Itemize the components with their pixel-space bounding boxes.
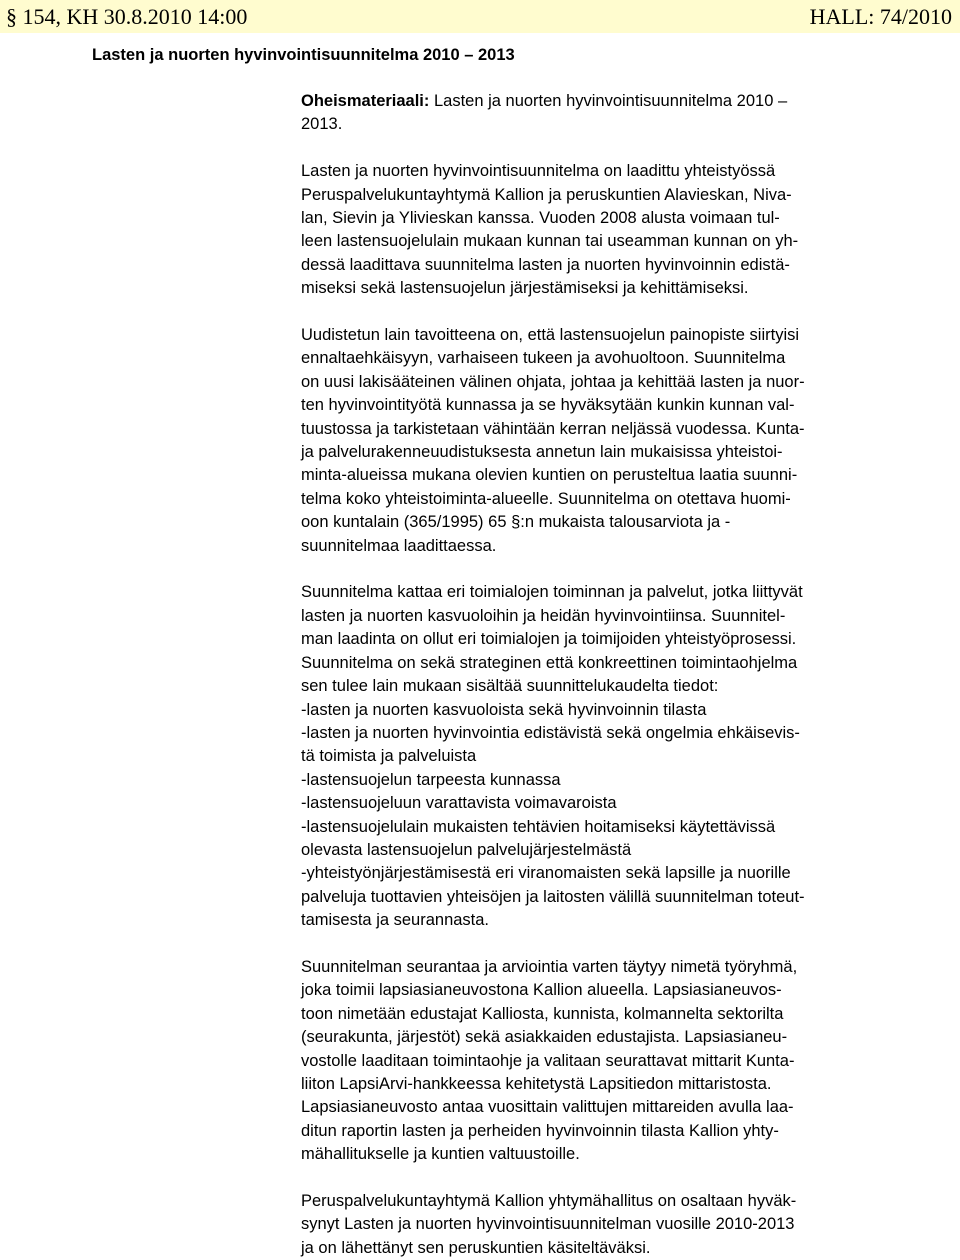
text-line: -yhteistyönjärjestämisestä eri viranomaisten sekä lapsille ja nuorille bbox=[301, 864, 791, 883]
paragraph-1 bbox=[301, 160, 901, 300]
text-line: Suunnitelma on sekä strateginen että konkreettinen toimintaohjelma bbox=[301, 653, 798, 672]
text-line: Suunnitelma kattaa eri toimialojen toiminnan ja palvelut, jotka liittyvät bbox=[301, 583, 803, 602]
paragraph-4 bbox=[301, 956, 901, 1167]
text-line: vostolle laaditaan toimintaohje ja valitaan seurattavat mittarit Kunta- bbox=[301, 1051, 795, 1070]
document-body bbox=[301, 90, 901, 1260]
text-line: ja on lähettänyt sen peruskuntien käsiteltäväksi. bbox=[301, 1238, 651, 1257]
paragraph-3 bbox=[301, 581, 901, 932]
text-line: ten hyvinvointityötä kunnassa ja se hyväksytään kunkin kunnan val- bbox=[301, 396, 795, 415]
text-line: oon kuntalain (365/1995) 65 §:n mukaista talousarviota ja - bbox=[301, 513, 731, 532]
text-line: tä toimista ja palveluista bbox=[301, 747, 477, 766]
text-line: leen lastensuojelulain mukaan kunnan tai useamman kunnan on yh- bbox=[301, 232, 799, 251]
text-line: (seurakunta, järjestöt) sekä asiakkaiden edustajista. Lapsiasianeu- bbox=[301, 1028, 788, 1047]
text-line: miseksi sekä lastensuojelun järjestämiseksi ja kehittämiseksi. bbox=[301, 279, 749, 298]
text-line: man laadinta on ollut eri toimialojen ja toimijoiden yhteistyöprosessi. bbox=[301, 630, 797, 649]
header-bar bbox=[0, 0, 960, 33]
text-line: ennaltaehkäisyyn, varhaiseen tukeen ja avohuoltoon. Suunnitelma bbox=[301, 349, 786, 368]
text-line: -lasten ja nuorten kasvuoloista sekä hyvinvoinnin tilasta bbox=[301, 700, 707, 719]
paragraph-spacer bbox=[301, 1167, 901, 1190]
text-line: suunnitelmaa laadittaessa. bbox=[301, 536, 497, 555]
text-line: lasten ja nuorten kasvuoloihin ja heidän hyvinvointiinsa. Suunnitel- bbox=[301, 606, 786, 625]
paragraph-spacer bbox=[301, 301, 901, 324]
paragraphs bbox=[301, 137, 901, 1260]
attachment-label: Oheismateriaali: bbox=[301, 92, 430, 110]
text-line: toon nimetään edustajat Kalliosta, kunnista, kolmannelta sektorilta bbox=[301, 1004, 784, 1023]
text-line: synyt Lasten ja nuorten hyvinvointisuunnitelman vuosille 2010-2013 bbox=[301, 1215, 795, 1234]
text-line: tamisesta ja seurannasta. bbox=[301, 911, 490, 930]
text-line: Lasten ja nuorten hyvinvointisuunnitelma on laadittu yhteistyössä bbox=[301, 162, 776, 181]
text-line: Lapsiasianeuvosto antaa vuosittain valittujen mittareiden avulla laa- bbox=[301, 1098, 794, 1117]
text-line: Suunnitelman seurantaa ja arviointia varten täytyy nimetä työryhmä, bbox=[301, 957, 798, 976]
text-line: minta-alueissa mukana olevien kuntien on perusteltua laatia suunni- bbox=[301, 466, 798, 485]
text-line: sen tulee lain mukaan sisältää suunnittelukaudelta tiedot: bbox=[301, 677, 719, 696]
text-line: -lastensuojeluun varattavista voimavaroista bbox=[301, 794, 617, 813]
attachment-line-1 bbox=[301, 90, 901, 113]
paragraph-spacer bbox=[301, 558, 901, 581]
text-line: ditun raportin lasten ja perheiden hyvinvoinnin tilasta Kallion yhty- bbox=[301, 1121, 779, 1140]
text-line: -lastensuojelun tarpeesta kunnassa bbox=[301, 770, 561, 789]
attachment-note bbox=[301, 90, 901, 137]
text-line: Uudistetun lain tavoitteena on, että lastensuojelun painopiste siirtyisi bbox=[301, 326, 800, 345]
paragraph-spacer bbox=[301, 933, 901, 956]
text-line: Peruspalvelukuntayhtymä Kallion ja peruskuntien Alavieskan, Niva- bbox=[301, 185, 792, 204]
text-line: tuustossa ja tarkistetaan vähintään kerran neljässä vuodessa. Kunta- bbox=[301, 419, 805, 438]
text-line: liiton LapsiArvi-hankkeessa kehitetystä Lapsitiedon mittaristosta. bbox=[301, 1075, 772, 1093]
text-line: dessä laadittava suunnitelma lasten ja nuorten hyvinvoinnin edistä- bbox=[301, 255, 790, 274]
section-reference: § 154, KH 30.8.2010 14:00 bbox=[6, 4, 248, 29]
text-line: lan, Sievin ja Ylivieskan kanssa. Vuoden 2008 alusta voimaan tul- bbox=[301, 209, 780, 228]
text-line: telma koko yhteistoiminta-alueelle. Suunnitelma on otettava huomi- bbox=[301, 489, 791, 508]
paragraph-5 bbox=[301, 1190, 901, 1260]
paragraph-spacer bbox=[301, 137, 901, 160]
attachment-text: Lasten ja nuorten hyvinvointisuunnitelma 2010 – bbox=[429, 92, 788, 110]
paragraph-2 bbox=[301, 324, 901, 558]
text-line: olevasta lastensuojelun palvelujärjestelmästä bbox=[301, 840, 632, 859]
case-number: HALL: 74/2010 bbox=[809, 4, 952, 29]
text-line: on uusi lakisääteinen välinen ohjata, johtaa ja kehittää lasten ja nuor- bbox=[301, 372, 805, 391]
document-title: Lasten ja nuorten hyvinvointisuunnitelma 2010 – 2013 bbox=[92, 46, 515, 64]
text-line: palveluja tuottavien yhteisöjen ja laitosten välillä suunnitelman toteut- bbox=[301, 887, 805, 906]
text-line: joka toimii lapsiasianeuvostona Kallion alueella. Lapsiasianeuvos- bbox=[301, 981, 782, 1000]
text-line: -lastensuojelulain mukaisten tehtävien hoitamiseksi käytettävissä bbox=[301, 817, 776, 836]
text-line: ja palvelurakenneuudistuksesta annetun lain mukaisissa yhteistoi- bbox=[301, 443, 783, 462]
text-line: Peruspalvelukuntayhtymä Kallion yhtymähallitus on osaltaan hyväk- bbox=[301, 1192, 797, 1211]
attachment-line-2: 2013. bbox=[301, 115, 343, 134]
text-line: mähallitukselle ja kuntien valtuustoille. bbox=[301, 1145, 580, 1164]
text-line: -lasten ja nuorten hyvinvointia edistävistä sekä ongelmia ehkäisevis- bbox=[301, 723, 800, 742]
